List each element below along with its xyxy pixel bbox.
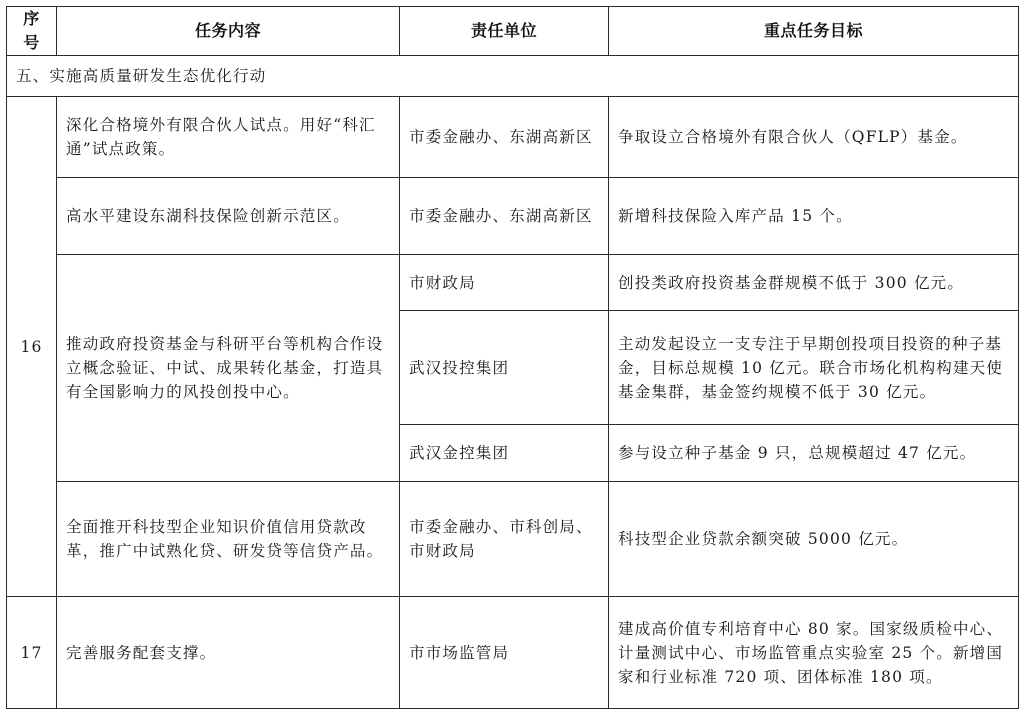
task-content: 完善服务配套支撑。 — [57, 597, 400, 709]
section-title: 五、实施高质量研发生态优化行动 — [7, 56, 1019, 97]
task-content: 深化合格境外有限合伙人试点。用好“科汇通”试点政策。 — [57, 97, 400, 178]
table-row — [7, 482, 1019, 597]
task-goal: 主动发起设立一支专注于早期创投项目投资的种子基金，目标总规模 10 亿元。联合市场化机构构建天使基金集群，基金签约规模不低于 30 亿元。 — [609, 311, 1019, 425]
task-goal: 参与设立种子基金 9 只，总规模超过 47 亿元。 — [609, 425, 1019, 482]
responsible-unit: 市委金融办、市科创局、市财政局 — [400, 482, 609, 597]
task-goal: 新增科技保险入库产品 15 个。 — [609, 178, 1019, 255]
row-number: 17 — [7, 597, 57, 709]
responsible-unit: 市委金融办、东湖高新区 — [400, 97, 609, 178]
header-row — [7, 7, 1019, 56]
task-content: 全面推开科技型企业知识价值信用贷款改革，推广中试熟化贷、研发贷等信贷产品。 — [57, 482, 400, 597]
table-row — [7, 97, 1019, 178]
task-goal: 争取设立合格境外有限合伙人（QFLP）基金。 — [609, 97, 1019, 178]
responsible-unit: 市委金融办、东湖高新区 — [400, 178, 609, 255]
responsible-unit: 武汉投控集团 — [400, 311, 609, 425]
row-number: 16 — [7, 97, 57, 597]
header-unit: 责任单位 — [400, 7, 609, 56]
header-no: 序号 — [7, 7, 57, 56]
section-row — [7, 56, 1019, 97]
table-row — [7, 255, 1019, 311]
table-row — [7, 597, 1019, 709]
header-goal: 重点任务目标 — [609, 7, 1019, 56]
task-goal: 建成高价值专利培育中心 80 家。国家级质检中心、计量测试中心、市场监管重点实验室 25 个。新增国家和行业标准 720 项、团体标准 180 项。 — [609, 597, 1019, 709]
task-content: 推动政府投资基金与科研平台等机构合作设立概念验证、中试、成果转化基金，打造具有全国影响力的风投创投中心。 — [57, 255, 400, 482]
responsible-unit: 市市场监管局 — [400, 597, 609, 709]
responsible-unit: 市财政局 — [400, 255, 609, 311]
responsible-unit: 武汉金控集团 — [400, 425, 609, 482]
task-table — [6, 6, 1019, 709]
header-task: 任务内容 — [57, 7, 400, 56]
task-goal: 科技型企业贷款余额突破 5000 亿元。 — [609, 482, 1019, 597]
task-content: 高水平建设东湖科技保险创新示范区。 — [57, 178, 400, 255]
task-goal: 创投类政府投资基金群规模不低于 300 亿元。 — [609, 255, 1019, 311]
table-row — [7, 178, 1019, 255]
